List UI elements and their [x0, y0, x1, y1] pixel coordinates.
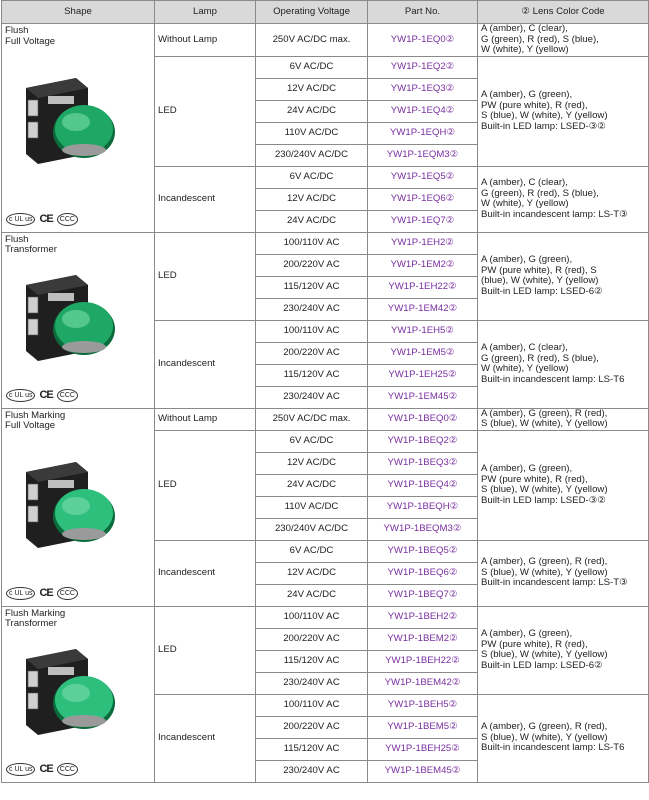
lens-color-line: Built-in LED lamp: LSED-6②: [481, 285, 603, 297]
voltage-cell: 12V AC/DC: [256, 78, 368, 100]
lens-color-line: G (green), R (red), S (blue),: [481, 352, 599, 364]
spec-table: [1, 0, 649, 783]
header-part: Part No.: [368, 1, 478, 24]
lamp-cell: LED: [155, 232, 256, 320]
header-shape: Shape: [2, 1, 155, 24]
shape-title: Flush Marking: [5, 409, 66, 421]
pilot-light-image: [18, 66, 122, 170]
voltage-cell: 100/110V AC: [256, 694, 368, 716]
certification-marks: [6, 587, 78, 600]
part-number-link[interactable]: YW1P-1BEH22②: [368, 650, 478, 672]
part-number-link[interactable]: YW1P-1BEH5②: [368, 694, 478, 716]
table-body: [2, 24, 649, 783]
part-number-link[interactable]: YW1P-1EM5②: [368, 342, 478, 364]
lens-color-cell: [478, 408, 649, 430]
part-number-link[interactable]: YW1P-1BEQ3②: [368, 452, 478, 474]
lens-color-line: A (amber), G (green), R (red),: [481, 408, 608, 419]
voltage-cell: 200/220V AC: [256, 342, 368, 364]
part-number-link[interactable]: YW1P-1EM42②: [368, 298, 478, 320]
table-row: [2, 408, 649, 430]
part-number-link[interactable]: YW1P-1EQ4②: [368, 100, 478, 122]
voltage-cell: 200/220V AC: [256, 254, 368, 276]
shape-title: Transformer: [5, 618, 57, 629]
lens-color-line: PW (pure white), R (red),: [481, 638, 588, 650]
header-row: [2, 1, 649, 24]
part-number-link[interactable]: YW1P-1EQ5②: [368, 166, 478, 188]
part-number-link[interactable]: YW1P-1EQM3②: [368, 144, 478, 166]
voltage-cell: 6V AC/DC: [256, 430, 368, 452]
part-number-link[interactable]: YW1P-1BEQH②: [368, 496, 478, 518]
voltage-cell: 230/240V AC/DC: [256, 144, 368, 166]
voltage-cell: 230/240V AC: [256, 760, 368, 782]
part-number-link[interactable]: YW1P-1BEQ4②: [368, 474, 478, 496]
shape-cell: [2, 232, 155, 408]
lens-color-cell: [478, 606, 649, 694]
lens-color-line: A (amber), G (green),: [481, 89, 573, 100]
voltage-cell: 6V AC/DC: [256, 540, 368, 562]
part-number-link[interactable]: YW1P-1BEQ5②: [368, 540, 478, 562]
part-number-link[interactable]: YW1P-1EQH②: [368, 122, 478, 144]
lamp-cell: Without Lamp: [155, 408, 256, 430]
lens-color-line: PW (pure white), R (red), S: [481, 264, 597, 276]
pilot-light-image: [18, 637, 122, 741]
part-number-link[interactable]: YW1P-1EQ0②: [368, 24, 478, 57]
part-number-link[interactable]: YW1P-1BEQ0②: [368, 408, 478, 430]
lens-color-line: Built-in incandescent lamp: LS-T6: [481, 742, 625, 754]
voltage-cell: 100/110V AC: [256, 606, 368, 628]
voltage-cell: 24V AC/DC: [256, 100, 368, 122]
header-lamp: Lamp: [155, 1, 256, 24]
part-number-link[interactable]: YW1P-1BEM42②: [368, 672, 478, 694]
voltage-cell: 6V AC/DC: [256, 166, 368, 188]
ccc-mark-icon: CCC: [57, 587, 78, 600]
part-number-link[interactable]: YW1P-1EQ6②: [368, 188, 478, 210]
pilot-light-image: [18, 450, 122, 554]
certification-marks: [6, 763, 78, 776]
voltage-cell: 6V AC/DC: [256, 56, 368, 78]
ccc-mark-icon: CCC: [57, 213, 78, 226]
lens-color-line: W (white), Y (yellow): [481, 363, 569, 374]
part-number-link[interactable]: YW1P-1BEH2②: [368, 606, 478, 628]
ul-mark-icon: c UL us: [6, 587, 35, 600]
lens-color-line: W (white), Y (yellow): [481, 44, 569, 55]
shape-title: Full Voltage: [5, 35, 56, 47]
part-number-link[interactable]: YW1P-1BEQ6②: [368, 562, 478, 584]
lamp-cell: Without Lamp: [155, 24, 256, 57]
lamp-cell: LED: [155, 56, 256, 166]
lens-color-line: G (green), R (red), S (blue),: [481, 187, 599, 199]
lens-color-line: PW (pure white), R (red),: [481, 473, 588, 485]
part-number-link[interactable]: YW1P-1BEM2②: [368, 628, 478, 650]
part-number-link[interactable]: YW1P-1EQ3②: [368, 78, 478, 100]
voltage-cell: 250V AC/DC max.: [256, 24, 368, 57]
voltage-cell: 12V AC/DC: [256, 188, 368, 210]
lens-color-line: A (amber), G (green),: [481, 254, 573, 265]
lens-color-line: S (blue), W (white), Y (yellow): [481, 418, 608, 429]
lamp-cell: Incandescent: [155, 694, 256, 782]
ul-mark-icon: c UL us: [6, 213, 35, 226]
part-number-link[interactable]: YW1P-1BEQ7②: [368, 584, 478, 606]
shape-cell: [2, 24, 155, 233]
voltage-cell: 200/220V AC: [256, 628, 368, 650]
lens-color-cell: [478, 232, 649, 320]
ul-mark-icon: c UL us: [6, 763, 35, 776]
shape-title: Flush: [5, 233, 29, 245]
voltage-cell: 115/120V AC: [256, 650, 368, 672]
lens-color-cell: [478, 166, 649, 232]
ccc-mark-icon: CCC: [57, 389, 78, 402]
ccc-mark-icon: CCC: [57, 763, 78, 776]
lens-color-cell: [478, 694, 649, 782]
shape-cell: [2, 606, 155, 782]
shape-title: Transformer: [5, 244, 57, 255]
lens-color-line: G (green), R (red), S (blue),: [481, 33, 599, 45]
shape-title: Flush Marking: [5, 607, 66, 619]
voltage-cell: 12V AC/DC: [256, 452, 368, 474]
part-number-link[interactable]: YW1P-1BEH25②: [368, 738, 478, 760]
lens-color-line: A (amber), C (clear),: [481, 23, 568, 34]
voltage-cell: 12V AC/DC: [256, 562, 368, 584]
part-number-link[interactable]: YW1P-1EH22②: [368, 276, 478, 298]
shape-cell: [2, 408, 155, 606]
lens-color-line: A (amber), G (green),: [481, 463, 573, 474]
lens-color-line: A (amber), G (green),: [481, 628, 573, 639]
voltage-cell: 250V AC/DC max.: [256, 408, 368, 430]
lens-color-line: (blue), W (white), Y (yellow): [481, 275, 599, 286]
voltage-cell: 110V AC/DC: [256, 122, 368, 144]
lamp-cell: Incandescent: [155, 166, 256, 232]
lamp-cell: Incandescent: [155, 320, 256, 408]
lamp-cell: LED: [155, 430, 256, 540]
lens-color-line: Built-in LED lamp: LSED-③②: [481, 494, 606, 506]
part-number-link[interactable]: YW1P-1EM45②: [368, 386, 478, 408]
lens-color-cell: [478, 430, 649, 540]
lamp-cell: Incandescent: [155, 540, 256, 606]
voltage-cell: 230/240V AC: [256, 386, 368, 408]
shape-title: Flush: [5, 25, 29, 36]
part-number-link[interactable]: YW1P-1BEQ2②: [368, 430, 478, 452]
part-number-link[interactable]: YW1P-1EQ2②: [368, 56, 478, 78]
voltage-cell: 100/110V AC: [256, 232, 368, 254]
table-row: [2, 24, 649, 57]
lens-color-line: Built-in incandescent lamp: LS-T③: [481, 577, 628, 589]
voltage-cell: 110V AC/DC: [256, 496, 368, 518]
ce-mark-icon: CE: [39, 212, 53, 225]
part-number-link[interactable]: YW1P-1EH25②: [368, 364, 478, 386]
lens-color-line: A (amber), G (green), R (red),: [481, 556, 608, 568]
lens-color-line: A (amber), C (clear),: [481, 177, 568, 188]
lens-color-line: A (amber), G (green), R (red),: [481, 721, 608, 733]
part-number-link[interactable]: YW1P-1BEM45②: [368, 760, 478, 782]
lamp-cell: LED: [155, 606, 256, 694]
voltage-cell: 115/120V AC: [256, 738, 368, 760]
part-number-link[interactable]: YW1P-1EQ7②: [368, 210, 478, 232]
lens-color-line: W (white), Y (yellow): [481, 198, 569, 209]
part-number-link[interactable]: YW1P-1EH2②: [368, 232, 478, 254]
ce-mark-icon: CE: [39, 388, 53, 401]
voltage-cell: 230/240V AC: [256, 298, 368, 320]
voltage-cell: 24V AC/DC: [256, 474, 368, 496]
header-color: ② Lens Color Code: [478, 1, 649, 24]
lens-color-line: PW (pure white), R (red),: [481, 99, 588, 111]
lens-color-line: S (blue), W (white), Y (yellow): [481, 566, 608, 578]
table-row: [2, 232, 649, 254]
lens-color-line: A (amber), C (clear),: [481, 342, 568, 353]
lens-color-cell: [478, 320, 649, 408]
part-number-link[interactable]: YW1P-1EM2②: [368, 254, 478, 276]
lens-color-line: Built-in LED lamp: LSED-③②: [481, 120, 606, 132]
voltage-cell: 230/240V AC: [256, 672, 368, 694]
header-voltage: Operating Voltage: [256, 1, 368, 24]
lens-color-line: Built-in incandescent lamp: LS-T6: [481, 373, 625, 385]
lens-color-line: S (blue), W (white), Y (yellow): [481, 110, 608, 121]
certification-marks: [6, 389, 78, 402]
voltage-cell: 24V AC/DC: [256, 584, 368, 606]
lens-color-cell: [478, 540, 649, 606]
lens-color-line: S (blue), W (white), Y (yellow): [481, 649, 608, 660]
lens-color-cell: [478, 56, 649, 166]
lens-color-line: Built-in incandescent lamp: LS-T③: [481, 208, 628, 220]
part-number-link[interactable]: YW1P-1EH5②: [368, 320, 478, 342]
voltage-cell: 115/120V AC: [256, 276, 368, 298]
part-number-link[interactable]: YW1P-1BEQM3②: [368, 518, 478, 540]
lens-color-cell: [478, 24, 649, 57]
lens-color-line: S (blue), W (white), Y (yellow): [481, 484, 608, 495]
voltage-cell: 115/120V AC: [256, 364, 368, 386]
voltage-cell: 200/220V AC: [256, 716, 368, 738]
voltage-cell: 230/240V AC/DC: [256, 518, 368, 540]
voltage-cell: 24V AC/DC: [256, 210, 368, 232]
part-number-link[interactable]: YW1P-1BEM5②: [368, 716, 478, 738]
pilot-light-image: [18, 263, 122, 367]
lens-color-line: S (blue), W (white), Y (yellow): [481, 731, 608, 743]
lens-color-line: Built-in LED lamp: LSED-6②: [481, 659, 603, 671]
certification-marks: [6, 213, 78, 226]
ce-mark-icon: CE: [39, 762, 53, 775]
ce-mark-icon: CE: [39, 586, 53, 599]
ul-mark-icon: c UL us: [6, 389, 35, 402]
voltage-cell: 100/110V AC: [256, 320, 368, 342]
shape-title: Full Voltage: [5, 420, 56, 431]
table-row: [2, 606, 649, 628]
